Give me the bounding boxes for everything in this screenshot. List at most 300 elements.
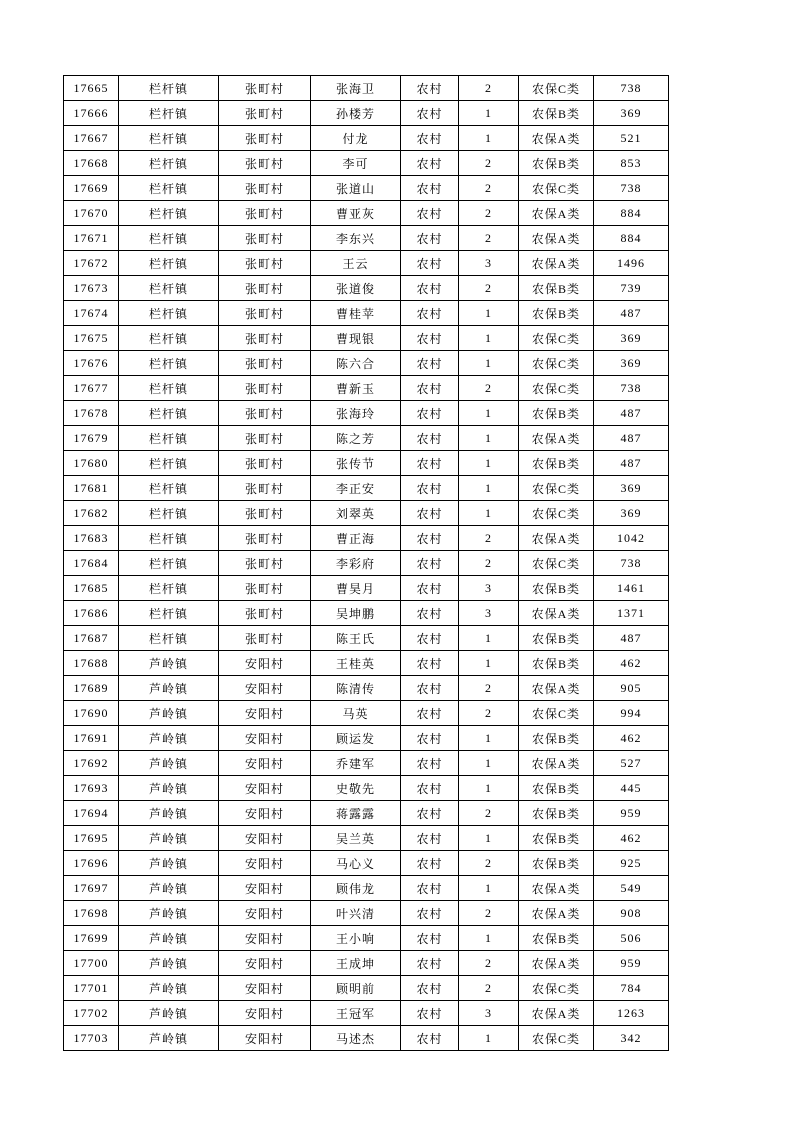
- cell-category: 农村: [401, 926, 459, 951]
- cell-person-name: 张海玲: [311, 401, 401, 426]
- cell-town-name: 芦岭镇: [119, 801, 219, 826]
- cell-insurance-type: 农保A类: [519, 526, 594, 551]
- cell-town-name: 芦岭镇: [119, 1026, 219, 1051]
- cell-category: 农村: [401, 126, 459, 151]
- cell-person-count: 1: [459, 476, 519, 501]
- cell-row-id: 17667: [64, 126, 119, 151]
- cell-person-name: 刘翠英: [311, 501, 401, 526]
- cell-category: 农村: [401, 626, 459, 651]
- cell-village-name: 安阳村: [219, 1026, 311, 1051]
- table-row: [64, 376, 669, 401]
- table-row: [64, 826, 669, 851]
- cell-village-name: 张町村: [219, 576, 311, 601]
- cell-amount: 1496: [594, 251, 669, 276]
- table-row: [64, 276, 669, 301]
- cell-category: 农村: [401, 451, 459, 476]
- cell-village-name: 张町村: [219, 101, 311, 126]
- cell-category: 农村: [401, 801, 459, 826]
- cell-amount: 506: [594, 926, 669, 951]
- cell-insurance-type: 农保B类: [519, 301, 594, 326]
- data-table-body: [64, 76, 669, 1051]
- cell-insurance-type: 农保C类: [519, 351, 594, 376]
- cell-person-count: 2: [459, 901, 519, 926]
- cell-person-count: 1: [459, 651, 519, 676]
- cell-village-name: 张町村: [219, 526, 311, 551]
- cell-village-name: 张町村: [219, 276, 311, 301]
- cell-amount: 487: [594, 426, 669, 451]
- cell-person-name: 王云: [311, 251, 401, 276]
- cell-person-count: 1: [459, 101, 519, 126]
- cell-village-name: 张町村: [219, 226, 311, 251]
- cell-insurance-type: 农保A类: [519, 226, 594, 251]
- cell-person-name: 李彩府: [311, 551, 401, 576]
- table-row: [64, 1001, 669, 1026]
- table-row: [64, 501, 669, 526]
- cell-amount: 487: [594, 401, 669, 426]
- cell-row-id: 17668: [64, 151, 119, 176]
- cell-row-id: 17693: [64, 776, 119, 801]
- cell-row-id: 17699: [64, 926, 119, 951]
- cell-village-name: 张町村: [219, 151, 311, 176]
- cell-village-name: 张町村: [219, 126, 311, 151]
- cell-village-name: 安阳村: [219, 951, 311, 976]
- table-row: [64, 476, 669, 501]
- cell-insurance-type: 农保A类: [519, 251, 594, 276]
- cell-category: 农村: [401, 601, 459, 626]
- cell-person-name: 陈清传: [311, 676, 401, 701]
- cell-category: 农村: [401, 251, 459, 276]
- cell-insurance-type: 农保C类: [519, 476, 594, 501]
- cell-row-id: 17679: [64, 426, 119, 451]
- cell-insurance-type: 农保A类: [519, 676, 594, 701]
- cell-amount: 738: [594, 376, 669, 401]
- cell-row-id: 17666: [64, 101, 119, 126]
- cell-row-id: 17694: [64, 801, 119, 826]
- table-row: [64, 876, 669, 901]
- cell-town-name: 芦岭镇: [119, 726, 219, 751]
- cell-person-name: 张传节: [311, 451, 401, 476]
- table-row: [64, 326, 669, 351]
- cell-row-id: 17698: [64, 901, 119, 926]
- table-row: [64, 351, 669, 376]
- cell-insurance-type: 农保B类: [519, 926, 594, 951]
- document-sheet: [63, 75, 669, 1051]
- cell-person-name: 顾运发: [311, 726, 401, 751]
- cell-category: 农村: [401, 651, 459, 676]
- cell-person-count: 1: [459, 426, 519, 451]
- cell-insurance-type: 农保B类: [519, 451, 594, 476]
- cell-person-count: 1: [459, 626, 519, 651]
- cell-person-count: 2: [459, 801, 519, 826]
- cell-category: 农村: [401, 551, 459, 576]
- cell-row-id: 17690: [64, 701, 119, 726]
- table-row: [64, 226, 669, 251]
- cell-category: 农村: [401, 726, 459, 751]
- cell-person-count: 1: [459, 751, 519, 776]
- table-row: [64, 426, 669, 451]
- cell-town-name: 芦岭镇: [119, 751, 219, 776]
- cell-village-name: 张町村: [219, 476, 311, 501]
- cell-village-name: 安阳村: [219, 726, 311, 751]
- cell-town-name: 栏杆镇: [119, 126, 219, 151]
- cell-town-name: 芦岭镇: [119, 701, 219, 726]
- cell-village-name: 安阳村: [219, 676, 311, 701]
- cell-insurance-type: 农保C类: [519, 976, 594, 1001]
- cell-person-name: 付龙: [311, 126, 401, 151]
- cell-person-name: 顾明前: [311, 976, 401, 1001]
- cell-row-id: 17683: [64, 526, 119, 551]
- cell-amount: 369: [594, 101, 669, 126]
- cell-row-id: 17696: [64, 851, 119, 876]
- cell-town-name: 栏杆镇: [119, 326, 219, 351]
- cell-town-name: 芦岭镇: [119, 876, 219, 901]
- cell-village-name: 张町村: [219, 601, 311, 626]
- cell-village-name: 张町村: [219, 501, 311, 526]
- cell-insurance-type: 农保C类: [519, 701, 594, 726]
- table-row: [64, 126, 669, 151]
- cell-insurance-type: 农保C类: [519, 501, 594, 526]
- cell-insurance-type: 农保B类: [519, 576, 594, 601]
- table-row: [64, 676, 669, 701]
- cell-town-name: 芦岭镇: [119, 926, 219, 951]
- cell-town-name: 栏杆镇: [119, 501, 219, 526]
- cell-person-count: 1: [459, 1026, 519, 1051]
- cell-insurance-type: 农保C类: [519, 376, 594, 401]
- cell-insurance-type: 农保A类: [519, 1001, 594, 1026]
- cell-row-id: 17703: [64, 1026, 119, 1051]
- cell-amount: 445: [594, 776, 669, 801]
- cell-town-name: 芦岭镇: [119, 826, 219, 851]
- cell-village-name: 安阳村: [219, 901, 311, 926]
- cell-person-name: 孙楼芳: [311, 101, 401, 126]
- cell-amount: 959: [594, 951, 669, 976]
- table-row: [64, 301, 669, 326]
- cell-insurance-type: 农保B类: [519, 101, 594, 126]
- cell-person-count: 3: [459, 576, 519, 601]
- cell-person-name: 曹桂苹: [311, 301, 401, 326]
- cell-row-id: 17695: [64, 826, 119, 851]
- cell-amount: 905: [594, 676, 669, 701]
- cell-person-count: 1: [459, 826, 519, 851]
- cell-amount: 369: [594, 351, 669, 376]
- cell-insurance-type: 农保C类: [519, 76, 594, 101]
- table-row: [64, 776, 669, 801]
- cell-person-count: 2: [459, 676, 519, 701]
- table-row: [64, 701, 669, 726]
- cell-village-name: 张町村: [219, 176, 311, 201]
- table-row: [64, 76, 669, 101]
- cell-row-id: 17682: [64, 501, 119, 526]
- cell-category: 农村: [401, 351, 459, 376]
- cell-person-name: 王成坤: [311, 951, 401, 976]
- cell-amount: 487: [594, 301, 669, 326]
- table-row: [64, 626, 669, 651]
- table-row: [64, 801, 669, 826]
- cell-insurance-type: 农保C类: [519, 326, 594, 351]
- cell-town-name: 栏杆镇: [119, 526, 219, 551]
- cell-amount: 959: [594, 801, 669, 826]
- cell-person-count: 1: [459, 401, 519, 426]
- cell-amount: 739: [594, 276, 669, 301]
- cell-person-name: 马英: [311, 701, 401, 726]
- cell-category: 农村: [401, 501, 459, 526]
- table-row: [64, 151, 669, 176]
- cell-person-count: 1: [459, 451, 519, 476]
- cell-town-name: 栏杆镇: [119, 101, 219, 126]
- cell-category: 农村: [401, 901, 459, 926]
- cell-row-id: 17689: [64, 676, 119, 701]
- cell-person-name: 张道俊: [311, 276, 401, 301]
- cell-category: 农村: [401, 326, 459, 351]
- cell-amount: 521: [594, 126, 669, 151]
- cell-person-name: 张道山: [311, 176, 401, 201]
- cell-person-count: 2: [459, 976, 519, 1001]
- cell-amount: 527: [594, 751, 669, 776]
- cell-row-id: 17669: [64, 176, 119, 201]
- cell-amount: 925: [594, 851, 669, 876]
- cell-row-id: 17692: [64, 751, 119, 776]
- cell-insurance-type: 农保A类: [519, 901, 594, 926]
- cell-insurance-type: 农保C类: [519, 176, 594, 201]
- cell-insurance-type: 农保C类: [519, 1026, 594, 1051]
- table-row: [64, 526, 669, 551]
- cell-row-id: 17684: [64, 551, 119, 576]
- cell-person-count: 1: [459, 351, 519, 376]
- cell-town-name: 栏杆镇: [119, 551, 219, 576]
- cell-town-name: 栏杆镇: [119, 601, 219, 626]
- cell-row-id: 17687: [64, 626, 119, 651]
- cell-category: 农村: [401, 851, 459, 876]
- cell-category: 农村: [401, 476, 459, 501]
- cell-person-name: 叶兴清: [311, 901, 401, 926]
- cell-row-id: 17674: [64, 301, 119, 326]
- cell-town-name: 芦岭镇: [119, 851, 219, 876]
- table-row: [64, 901, 669, 926]
- cell-amount: 342: [594, 1026, 669, 1051]
- cell-row-id: 17676: [64, 351, 119, 376]
- cell-person-count: 2: [459, 276, 519, 301]
- table-row: [64, 751, 669, 776]
- cell-category: 农村: [401, 1026, 459, 1051]
- cell-town-name: 栏杆镇: [119, 251, 219, 276]
- cell-insurance-type: 农保B类: [519, 851, 594, 876]
- cell-amount: 1042: [594, 526, 669, 551]
- cell-person-name: 王冠军: [311, 1001, 401, 1026]
- cell-person-count: 1: [459, 301, 519, 326]
- cell-category: 农村: [401, 751, 459, 776]
- cell-person-name: 蒋露露: [311, 801, 401, 826]
- cell-village-name: 安阳村: [219, 801, 311, 826]
- cell-person-count: 1: [459, 126, 519, 151]
- cell-person-count: 1: [459, 726, 519, 751]
- cell-person-count: 1: [459, 501, 519, 526]
- cell-town-name: 栏杆镇: [119, 276, 219, 301]
- cell-village-name: 安阳村: [219, 776, 311, 801]
- cell-town-name: 栏杆镇: [119, 376, 219, 401]
- cell-row-id: 17670: [64, 201, 119, 226]
- cell-person-name: 顾伟龙: [311, 876, 401, 901]
- cell-person-count: 2: [459, 201, 519, 226]
- cell-category: 农村: [401, 951, 459, 976]
- cell-town-name: 芦岭镇: [119, 776, 219, 801]
- cell-insurance-type: 农保B类: [519, 151, 594, 176]
- cell-insurance-type: 农保A类: [519, 426, 594, 451]
- cell-insurance-type: 农保B类: [519, 276, 594, 301]
- cell-row-id: 17686: [64, 601, 119, 626]
- cell-insurance-type: 农保A类: [519, 601, 594, 626]
- cell-amount: 784: [594, 976, 669, 1001]
- cell-town-name: 栏杆镇: [119, 426, 219, 451]
- cell-row-id: 17675: [64, 326, 119, 351]
- cell-row-id: 17665: [64, 76, 119, 101]
- cell-category: 农村: [401, 976, 459, 1001]
- cell-village-name: 张町村: [219, 426, 311, 451]
- cell-amount: 369: [594, 476, 669, 501]
- cell-village-name: 安阳村: [219, 851, 311, 876]
- table-row: [64, 976, 669, 1001]
- cell-category: 农村: [401, 401, 459, 426]
- cell-village-name: 安阳村: [219, 876, 311, 901]
- cell-insurance-type: 农保A类: [519, 951, 594, 976]
- cell-amount: 738: [594, 76, 669, 101]
- table-row: [64, 401, 669, 426]
- cell-village-name: 安阳村: [219, 826, 311, 851]
- cell-town-name: 芦岭镇: [119, 951, 219, 976]
- cell-category: 农村: [401, 876, 459, 901]
- cell-amount: 908: [594, 901, 669, 926]
- cell-person-count: 2: [459, 376, 519, 401]
- cell-category: 农村: [401, 701, 459, 726]
- cell-category: 农村: [401, 576, 459, 601]
- cell-row-id: 17671: [64, 226, 119, 251]
- table-row: [64, 576, 669, 601]
- cell-village-name: 张町村: [219, 626, 311, 651]
- cell-village-name: 安阳村: [219, 1001, 311, 1026]
- cell-person-name: 曹昊月: [311, 576, 401, 601]
- cell-amount: 738: [594, 176, 669, 201]
- cell-town-name: 栏杆镇: [119, 576, 219, 601]
- table-row: [64, 851, 669, 876]
- cell-category: 农村: [401, 1001, 459, 1026]
- cell-person-name: 王小响: [311, 926, 401, 951]
- cell-village-name: 张町村: [219, 76, 311, 101]
- cell-person-count: 2: [459, 151, 519, 176]
- cell-person-count: 2: [459, 551, 519, 576]
- cell-category: 农村: [401, 76, 459, 101]
- cell-village-name: 张町村: [219, 401, 311, 426]
- cell-town-name: 栏杆镇: [119, 626, 219, 651]
- data-table: [63, 75, 669, 1051]
- cell-person-count: 3: [459, 1001, 519, 1026]
- cell-town-name: 芦岭镇: [119, 976, 219, 1001]
- cell-person-name: 李可: [311, 151, 401, 176]
- cell-insurance-type: 农保B类: [519, 401, 594, 426]
- cell-village-name: 张町村: [219, 251, 311, 276]
- cell-town-name: 栏杆镇: [119, 226, 219, 251]
- table-row: [64, 1026, 669, 1051]
- cell-category: 农村: [401, 226, 459, 251]
- cell-person-name: 马述杰: [311, 1026, 401, 1051]
- cell-person-count: 2: [459, 851, 519, 876]
- cell-amount: 487: [594, 626, 669, 651]
- table-row: [64, 451, 669, 476]
- cell-row-id: 17700: [64, 951, 119, 976]
- cell-person-count: 2: [459, 951, 519, 976]
- cell-insurance-type: 农保B类: [519, 776, 594, 801]
- table-row: [64, 951, 669, 976]
- cell-amount: 369: [594, 326, 669, 351]
- cell-town-name: 栏杆镇: [119, 301, 219, 326]
- cell-amount: 994: [594, 701, 669, 726]
- cell-person-count: 2: [459, 226, 519, 251]
- table-row: [64, 601, 669, 626]
- cell-amount: 369: [594, 501, 669, 526]
- cell-person-count: 3: [459, 601, 519, 626]
- cell-insurance-type: 农保B类: [519, 826, 594, 851]
- cell-person-name: 曹正海: [311, 526, 401, 551]
- cell-person-count: 1: [459, 876, 519, 901]
- cell-village-name: 张町村: [219, 301, 311, 326]
- cell-town-name: 栏杆镇: [119, 401, 219, 426]
- cell-town-name: 芦岭镇: [119, 901, 219, 926]
- cell-person-name: 陈六合: [311, 351, 401, 376]
- cell-insurance-type: 农保B类: [519, 801, 594, 826]
- table-row: [64, 926, 669, 951]
- cell-person-count: 1: [459, 326, 519, 351]
- cell-person-count: 2: [459, 176, 519, 201]
- cell-category: 农村: [401, 276, 459, 301]
- cell-village-name: 安阳村: [219, 651, 311, 676]
- cell-town-name: 栏杆镇: [119, 76, 219, 101]
- cell-village-name: 张町村: [219, 551, 311, 576]
- cell-insurance-type: 农保A类: [519, 126, 594, 151]
- cell-amount: 738: [594, 551, 669, 576]
- table-row: [64, 176, 669, 201]
- table-row: [64, 726, 669, 751]
- cell-town-name: 栏杆镇: [119, 176, 219, 201]
- cell-row-id: 17680: [64, 451, 119, 476]
- cell-village-name: 安阳村: [219, 701, 311, 726]
- cell-insurance-type: 农保B类: [519, 726, 594, 751]
- cell-row-id: 17681: [64, 476, 119, 501]
- cell-row-id: 17685: [64, 576, 119, 601]
- cell-category: 农村: [401, 676, 459, 701]
- cell-insurance-type: 农保B类: [519, 626, 594, 651]
- cell-person-count: 3: [459, 251, 519, 276]
- cell-person-count: 1: [459, 926, 519, 951]
- cell-amount: 462: [594, 651, 669, 676]
- cell-person-name: 张海卫: [311, 76, 401, 101]
- cell-person-name: 李正安: [311, 476, 401, 501]
- cell-category: 农村: [401, 426, 459, 451]
- table-row: [64, 101, 669, 126]
- cell-town-name: 栏杆镇: [119, 151, 219, 176]
- cell-amount: 884: [594, 226, 669, 251]
- cell-village-name: 张町村: [219, 376, 311, 401]
- cell-person-name: 曹新玉: [311, 376, 401, 401]
- cell-category: 农村: [401, 201, 459, 226]
- table-row: [64, 251, 669, 276]
- cell-amount: 462: [594, 826, 669, 851]
- cell-row-id: 17678: [64, 401, 119, 426]
- cell-person-name: 史敬先: [311, 776, 401, 801]
- cell-town-name: 栏杆镇: [119, 451, 219, 476]
- cell-amount: 549: [594, 876, 669, 901]
- cell-amount: 1371: [594, 601, 669, 626]
- cell-person-name: 曹现银: [311, 326, 401, 351]
- cell-person-name: 吴兰英: [311, 826, 401, 851]
- cell-category: 农村: [401, 826, 459, 851]
